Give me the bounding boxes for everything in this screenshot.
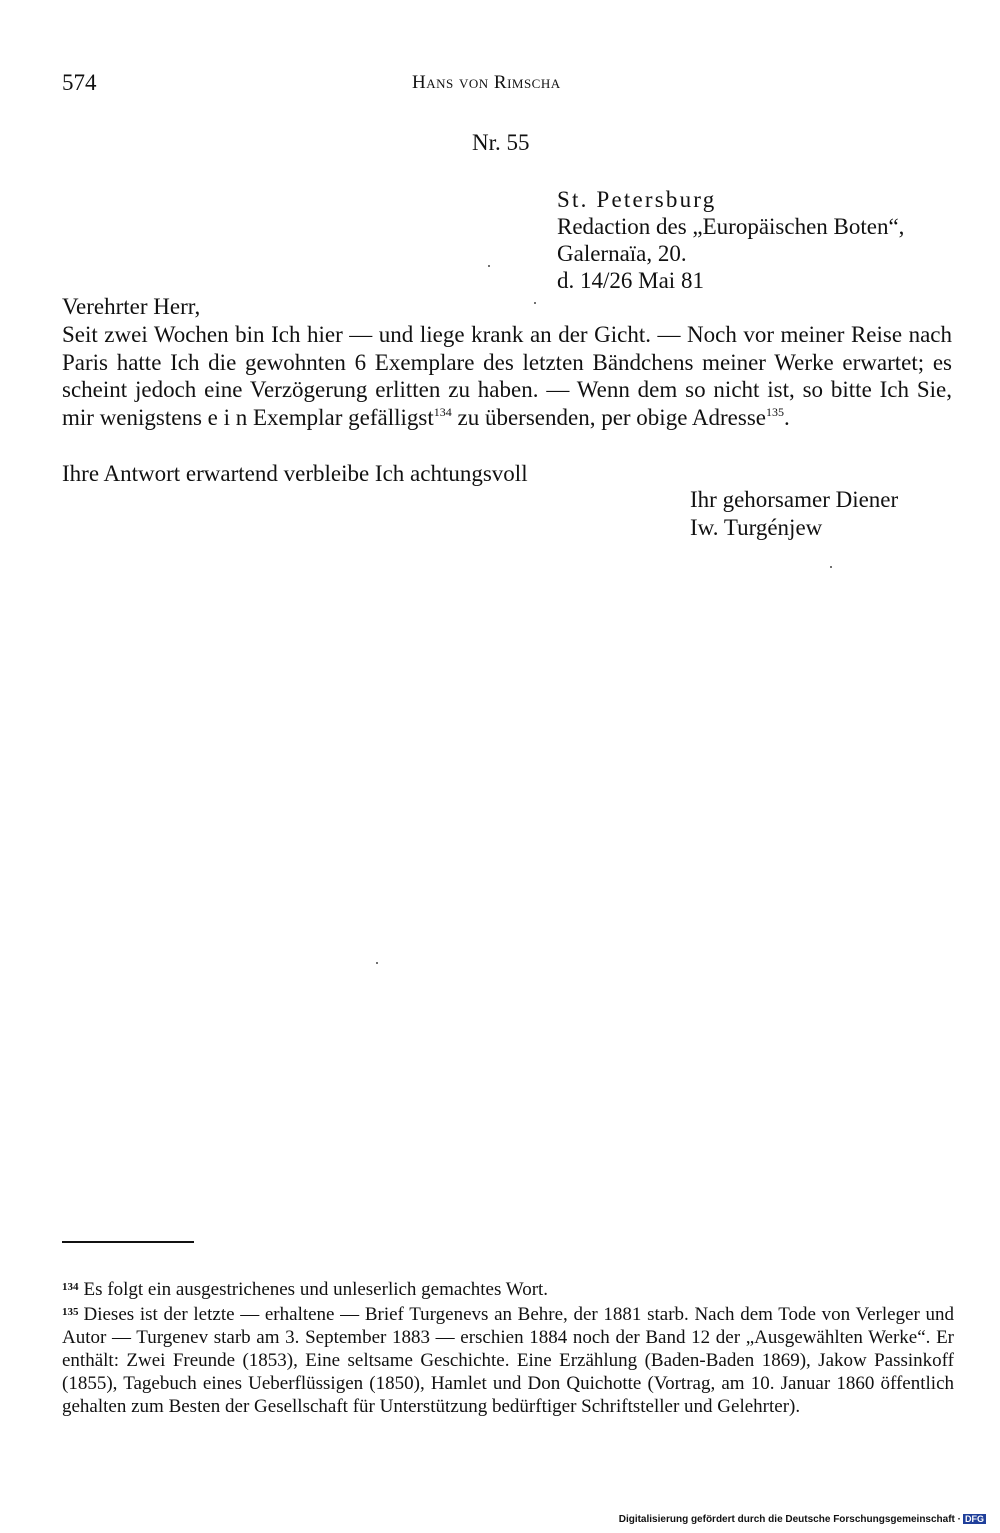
- scan-speck: [830, 566, 832, 568]
- footnote-text: Es folgt ein ausgestrichenes und unleserlich gemachtes Wort.: [83, 1279, 549, 1300]
- address-line-date: d. 14/26 Mai 81: [557, 268, 704, 293]
- digitization-watermark: [619, 1514, 986, 1525]
- scan-speck: [534, 302, 536, 304]
- address-line-city: St. Petersburg: [557, 187, 717, 212]
- letter-body: [62, 321, 952, 431]
- body-text-c: .: [783, 404, 790, 430]
- watermark-text: Digitalisierung gefördert durch die Deutsche Forschungsgemeinschaft ·: [618, 1514, 961, 1525]
- signature-line-1: Ihr gehorsamer Diener: [690, 487, 899, 512]
- letter-number: Nr. 55: [472, 130, 530, 155]
- signature-block: [690, 486, 898, 542]
- footnote-divider: [62, 1241, 194, 1243]
- footnote-ref-135: 135: [765, 404, 784, 419]
- signature-line-2: Iw. Turgénjew: [690, 515, 823, 540]
- address-line-redaction: Redaction des „Europäischen Boten“,: [557, 214, 905, 239]
- scan-speck: [376, 962, 378, 964]
- body-text-a: Seit zwei Wochen bin Ich hier — und liege krank an der Gicht. — Noch vor meiner Reise nach Paris hatte Ich die gewohnten 6 Exemplare des letzten Bändchens meiner Werke erwartet; es scheint jedoch eine Verzögerung erlitten zu haben. — Wenn dem so nicht ist, so bitte Ich Sie, mir wenigstens e i n Exemplar gefälligst: [62, 322, 952, 430]
- page-number: 574: [62, 70, 97, 95]
- footnote-text: Dieses ist der letzte — erhaltene — Brief Turgenevs an Behre, der 1881 starb. Nach dem Tode von Verleger und Autor — Turgenev starb am 3. September 1883 — erschien 1884 noch der Band 12 der „Ausgewählten Werke“. Er enthält: Zwei Freunde (1853), Eine seltsame Geschichte. Eine Erzählung (Baden-Baden 1869), Jakow Passinkoff (1855), Tagebuch eines Ueberflüssigen (1850), Hamlet und Don Quichotte (Vortrag, am 10. Januar 1860 öffentlich gehalten zum Besten der Gesellschaft für Unterstützung bedürftiger Schriftsteller und Gelehrter).: [62, 1304, 954, 1417]
- closing-line: Ihre Antwort erwartend verbleibe Ich achtungsvoll: [62, 461, 528, 486]
- letter-address: [557, 186, 904, 294]
- body-text-b: zu übersenden, per obige Adresse: [451, 404, 766, 430]
- scan-speck: [488, 265, 490, 267]
- running-head: Hans von Rimscha: [412, 72, 561, 93]
- footnotes: [62, 1276, 954, 1418]
- salutation: Verehrter Herr,: [62, 294, 201, 319]
- footnote-135: [62, 1301, 954, 1418]
- footnote-marker: 134: [62, 1281, 79, 1293]
- address-line-street: Galernaïa, 20.: [557, 241, 687, 266]
- footnote-134: [62, 1276, 954, 1301]
- footnote-marker: 135: [62, 1306, 79, 1318]
- dfg-logo: DFG: [965, 1514, 984, 1524]
- footnote-ref-134: 134: [433, 404, 452, 419]
